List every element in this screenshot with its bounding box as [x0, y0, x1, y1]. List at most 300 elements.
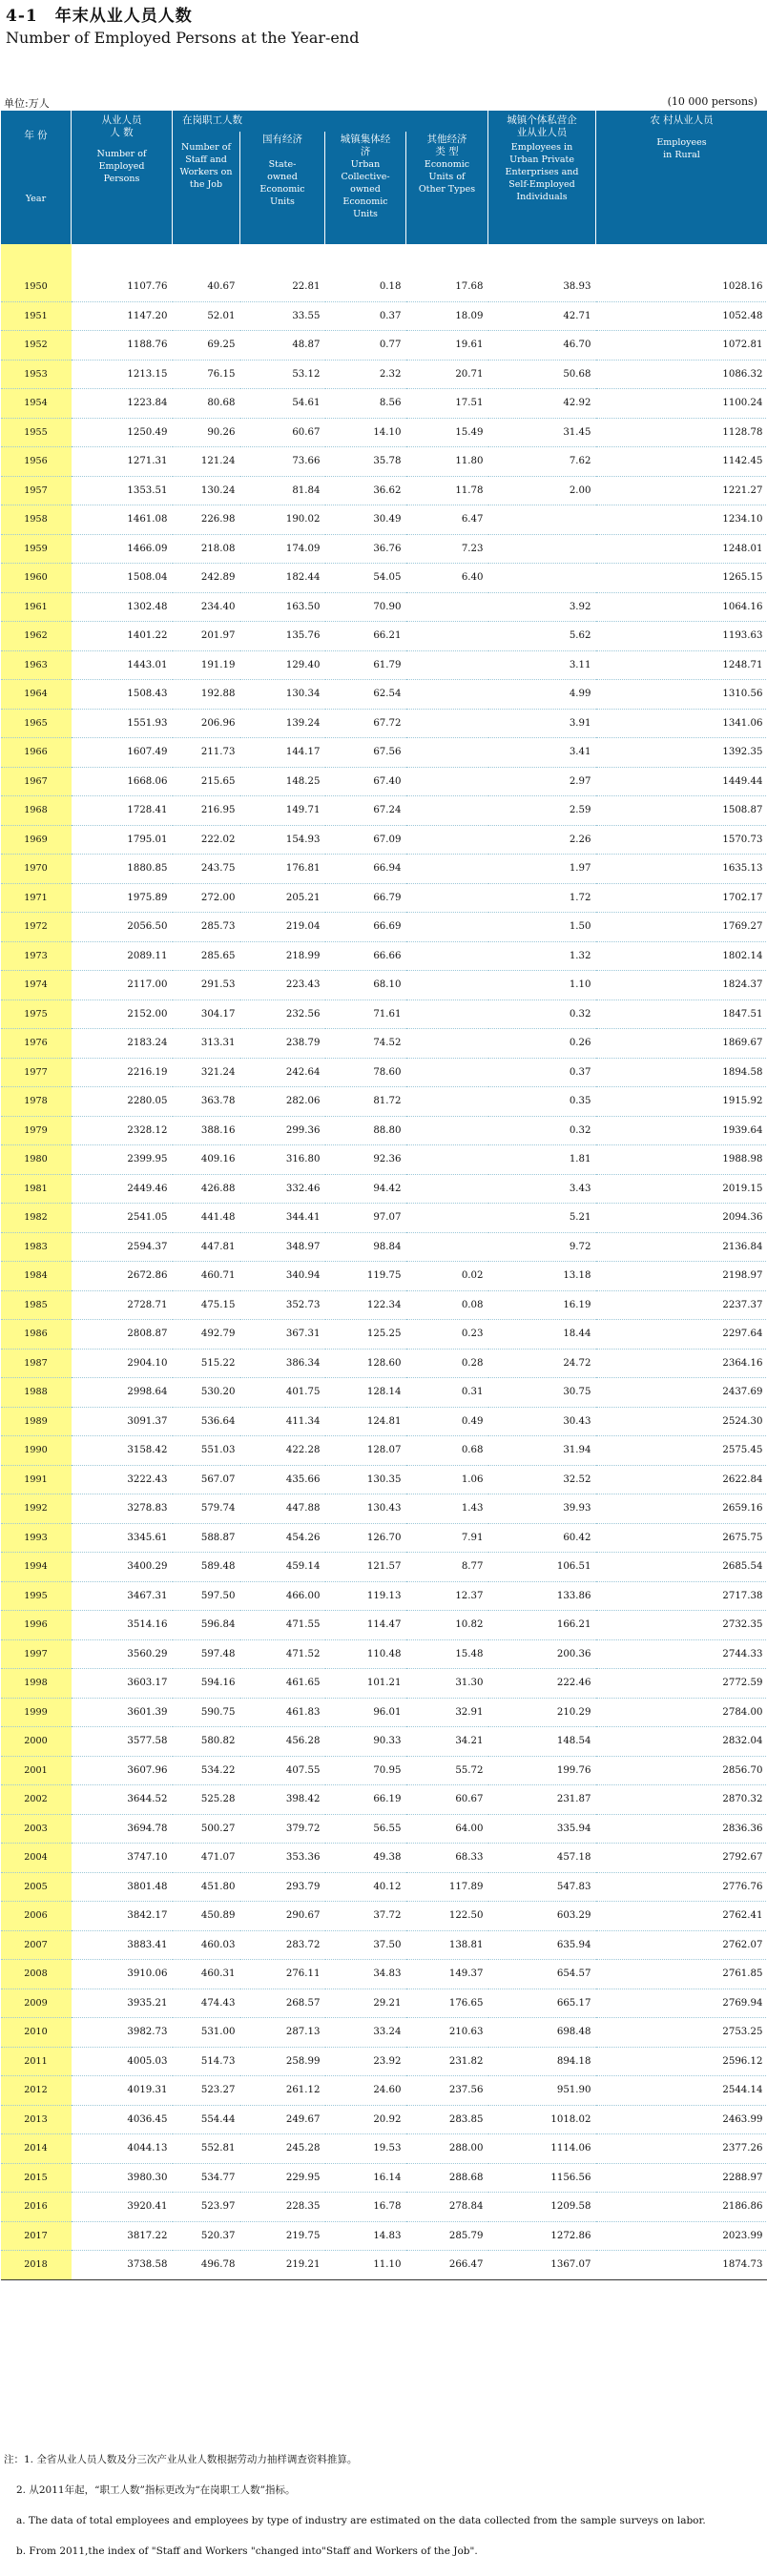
private-cell: 9.72 [488, 1232, 596, 1262]
private-cell [488, 534, 596, 564]
employed-cell: 3467.31 [72, 1581, 173, 1611]
other-cell: 266.47 [406, 2251, 488, 2280]
state-cell: 422.28 [240, 1436, 325, 1466]
rural-cell: 1449.44 [596, 767, 767, 796]
private-cell: 200.36 [488, 1639, 596, 1669]
collective-cell: 81.72 [325, 1087, 406, 1117]
year-cell: 1986 [1, 1320, 72, 1350]
state-cell: 129.40 [240, 650, 325, 680]
other-cell [406, 592, 488, 622]
table-row [1, 767, 767, 796]
other-cell: 210.63 [406, 2018, 488, 2048]
rural-cell: 2288.97 [596, 2163, 767, 2193]
collective-cell: 37.50 [325, 1930, 406, 1960]
employed-cell: 2216.19 [72, 1058, 173, 1087]
staff-cell: 536.64 [173, 1407, 240, 1436]
rural-cell: 1248.01 [596, 534, 767, 564]
employed-cell: 2541.05 [72, 1204, 173, 1233]
other-cell: 0.23 [406, 1320, 488, 1350]
table-row [1, 1465, 767, 1494]
employed-cell: 3738.58 [72, 2251, 173, 2280]
other-cell: 68.33 [406, 1844, 488, 1873]
year-cell: 1951 [1, 301, 72, 331]
year-cell: 1990 [1, 1436, 72, 1466]
year-cell: 1983 [1, 1232, 72, 1262]
table-row [1, 1698, 767, 1727]
table-row [1, 2134, 767, 2164]
state-cell: 352.73 [240, 1290, 325, 1320]
private-cell: 894.18 [488, 2047, 596, 2076]
staff-cell: 285.65 [173, 941, 240, 971]
rural-cell: 2836.36 [596, 1814, 767, 1844]
rural-cell: 2717.38 [596, 1581, 767, 1611]
table-row [1, 1553, 767, 1582]
employed-cell: 3278.83 [72, 1494, 173, 1524]
staff-cell: 552.81 [173, 2134, 240, 2164]
private-cell: 38.93 [488, 273, 596, 301]
other-cell: 0.28 [406, 1349, 488, 1378]
employed-cell: 3980.30 [72, 2163, 173, 2193]
state-cell: 276.11 [240, 1960, 325, 1989]
collective-cell: 70.90 [325, 592, 406, 622]
other-cell [406, 1029, 488, 1059]
table-row [1, 418, 767, 447]
other-cell [406, 883, 488, 913]
table-row [1, 1378, 767, 1408]
other-cell [406, 913, 488, 942]
collective-cell: 66.21 [325, 622, 406, 651]
rural-cell: 2685.54 [596, 1553, 767, 1582]
table-row [1, 1872, 767, 1902]
collective-cell: 66.94 [325, 855, 406, 884]
other-cell [406, 680, 488, 710]
table-row [1, 1930, 767, 1960]
employed-cell: 2672.86 [72, 1262, 173, 1291]
staff-cell: 450.89 [173, 1902, 240, 1931]
employed-cell: 1107.76 [72, 273, 173, 301]
state-cell: 148.25 [240, 767, 325, 796]
employed-cell: 3603.17 [72, 1669, 173, 1699]
employed-cell: 2998.64 [72, 1378, 173, 1408]
other-cell [406, 767, 488, 796]
year-cell: 1955 [1, 418, 72, 447]
staff-cell: 69.25 [173, 331, 240, 361]
table-row [1, 389, 767, 419]
staff-cell: 192.88 [173, 680, 240, 710]
private-cell: 1209.58 [488, 2193, 596, 2222]
staff-cell: 40.67 [173, 273, 240, 301]
table-row [1, 505, 767, 535]
rural-cell: 2762.07 [596, 1930, 767, 1960]
collective-cell: 40.12 [325, 1872, 406, 1902]
other-cell [406, 1087, 488, 1117]
year-cell: 2011 [1, 2047, 72, 2076]
collective-cell: 54.05 [325, 564, 406, 593]
table-row [1, 796, 767, 826]
rural-cell: 2019.15 [596, 1174, 767, 1204]
private-cell: 46.70 [488, 331, 596, 361]
year-cell: 2015 [1, 2163, 72, 2193]
collective-cell: 126.70 [325, 1523, 406, 1553]
state-cell: 174.09 [240, 534, 325, 564]
year-cell: 1989 [1, 1407, 72, 1436]
private-cell: 3.43 [488, 1174, 596, 1204]
table-row [1, 1174, 767, 1204]
other-cell: 149.37 [406, 1960, 488, 1989]
year-cell: 1981 [1, 1174, 72, 1204]
table-row [1, 331, 767, 361]
page-title-cn: 4-1 年末从业人员人数 [6, 2, 193, 26]
state-cell: 407.55 [240, 1756, 325, 1785]
private-cell: 2.59 [488, 796, 596, 826]
table-row [1, 564, 767, 593]
rural-cell: 1265.15 [596, 564, 767, 593]
rural-header: 农 村从业人员 Employees in Rural [596, 111, 767, 244]
rural-cell: 1869.67 [596, 1029, 767, 1059]
year-cell: 1988 [1, 1378, 72, 1408]
state-cell: 344.41 [240, 1204, 325, 1233]
collective-cell: 88.80 [325, 1116, 406, 1145]
state-cell: 218.99 [240, 941, 325, 971]
table-row [1, 1785, 767, 1815]
collective-cell: 29.21 [325, 1989, 406, 2018]
private-cell: 42.92 [488, 389, 596, 419]
rural-cell: 1847.51 [596, 999, 767, 1029]
collective-cell: 67.24 [325, 796, 406, 826]
rural-cell: 2544.14 [596, 2076, 767, 2106]
collective-cell: 125.25 [325, 1320, 406, 1350]
year-cell: 1993 [1, 1523, 72, 1553]
employment-table [0, 111, 767, 2280]
collective-cell: 67.40 [325, 767, 406, 796]
note-en-b: b. From 2011,the index of "Staff and Workers "changed into"Staff and Workers of the Job". [4, 2545, 706, 2558]
other-cell: 18.09 [406, 301, 488, 331]
collective-cell: 19.53 [325, 2134, 406, 2164]
private-cell: 16.19 [488, 1290, 596, 1320]
employed-cell: 4036.45 [72, 2105, 173, 2134]
table-row [1, 1756, 767, 1785]
state-cell: 459.14 [240, 1553, 325, 1582]
table-row [1, 2251, 767, 2280]
private-cell: 0.26 [488, 1029, 596, 1059]
collective-cell: 0.77 [325, 331, 406, 361]
year-cell: 1976 [1, 1029, 72, 1059]
staff-cell: 515.22 [173, 1349, 240, 1378]
employed-cell: 4005.03 [72, 2047, 173, 2076]
employed-cell: 2449.46 [72, 1174, 173, 1204]
state-cell: 33.55 [240, 301, 325, 331]
collective-cell: 92.36 [325, 1145, 406, 1175]
state-cell: 461.65 [240, 1669, 325, 1699]
state-cell: 249.67 [240, 2105, 325, 2134]
table-row [1, 2105, 767, 2134]
private-cell: 457.18 [488, 1844, 596, 1873]
staff-cell: 304.17 [173, 999, 240, 1029]
private-cell: 50.68 [488, 360, 596, 389]
year-cell: 2018 [1, 2251, 72, 2280]
year-cell: 1987 [1, 1349, 72, 1378]
employed-cell: 2056.50 [72, 913, 173, 942]
table-row [1, 1581, 767, 1611]
state-cell: 466.00 [240, 1581, 325, 1611]
table-row [1, 825, 767, 855]
state-cell: 60.67 [240, 418, 325, 447]
table-row [1, 2047, 767, 2076]
staff-cell: 447.81 [173, 1232, 240, 1262]
other-cell: 15.49 [406, 418, 488, 447]
staff-cell: 475.15 [173, 1290, 240, 1320]
rural-cell: 1142.45 [596, 447, 767, 477]
collective-cell: 74.52 [325, 1029, 406, 1059]
staff-cell: 216.95 [173, 796, 240, 826]
employed-cell: 2728.71 [72, 1290, 173, 1320]
collective-cell: 122.34 [325, 1290, 406, 1320]
employed-cell: 1466.09 [72, 534, 173, 564]
year-cell: 2002 [1, 1785, 72, 1815]
table-row [1, 855, 767, 884]
other-cell: 138.81 [406, 1930, 488, 1960]
employed-cell: 1302.48 [72, 592, 173, 622]
rural-cell: 2832.04 [596, 1727, 767, 1757]
state-cell: 219.75 [240, 2221, 325, 2251]
rural-cell: 2753.25 [596, 2018, 767, 2048]
private-cell: 30.75 [488, 1378, 596, 1408]
staff-cell: 272.00 [173, 883, 240, 913]
year-cell: 1970 [1, 855, 72, 884]
year-cell: 1962 [1, 622, 72, 651]
year-cell: 1960 [1, 564, 72, 593]
staff-cell: 551.03 [173, 1436, 240, 1466]
employed-cell: 3345.61 [72, 1523, 173, 1553]
state-cell: 54.61 [240, 389, 325, 419]
note-cn-2: 2. 从2011年起，“职工人数”指标更改为“在岗职工人数”指标。 [4, 2484, 706, 2497]
other-cell: 285.79 [406, 2221, 488, 2251]
employed-cell: 3091.37 [72, 1407, 173, 1436]
year-cell: 1977 [1, 1058, 72, 1087]
other-cell: 283.85 [406, 2105, 488, 2134]
other-cell: 7.91 [406, 1523, 488, 1553]
collective-cell: 0.18 [325, 273, 406, 301]
rural-cell: 2622.84 [596, 1465, 767, 1494]
collective-cell: 66.19 [325, 1785, 406, 1815]
staff-cell: 130.24 [173, 476, 240, 505]
employed-cell: 3935.21 [72, 1989, 173, 2018]
year-cell: 2012 [1, 2076, 72, 2106]
private-cell: 2.26 [488, 825, 596, 855]
other-cell: 1.43 [406, 1494, 488, 1524]
collective-cell: 33.24 [325, 2018, 406, 2048]
private-cell: 1272.86 [488, 2221, 596, 2251]
rural-cell: 2364.16 [596, 1349, 767, 1378]
year-cell: 1971 [1, 883, 72, 913]
staff-cell: 580.82 [173, 1727, 240, 1757]
state-cell: 223.43 [240, 971, 325, 1000]
employed-cell: 3801.48 [72, 1872, 173, 1902]
rural-cell: 1128.78 [596, 418, 767, 447]
staff-cell: 590.75 [173, 1698, 240, 1727]
rural-cell: 1824.37 [596, 971, 767, 1000]
rural-cell: 2186.86 [596, 2193, 767, 2222]
employed-cell: 1213.15 [72, 360, 173, 389]
staff-cell: 313.31 [173, 1029, 240, 1059]
staff-cell: 525.28 [173, 1785, 240, 1815]
staff-cell: 496.78 [173, 2251, 240, 2280]
year-cell: 1961 [1, 592, 72, 622]
private-cell: 31.45 [488, 418, 596, 447]
employed-header: 从业人员人 数 Number of Employed Persons [72, 111, 173, 244]
state-cell: 81.84 [240, 476, 325, 505]
year-cell: 2017 [1, 2221, 72, 2251]
state-cell: 135.76 [240, 622, 325, 651]
private-cell: 60.42 [488, 1523, 596, 1553]
year-cell: 1982 [1, 1204, 72, 1233]
table-row [1, 738, 767, 768]
state-cell: 316.80 [240, 1145, 325, 1175]
collective-cell: 14.10 [325, 418, 406, 447]
other-cell [406, 825, 488, 855]
year-cell: 1964 [1, 680, 72, 710]
collective-cell: 128.14 [325, 1378, 406, 1408]
table-row [1, 534, 767, 564]
rural-cell: 1874.73 [596, 2251, 767, 2280]
table-row [1, 1611, 767, 1640]
rural-cell: 1802.14 [596, 941, 767, 971]
year-cell: 1994 [1, 1553, 72, 1582]
rural-cell: 1100.24 [596, 389, 767, 419]
staff-cell: 222.02 [173, 825, 240, 855]
other-cell: 11.78 [406, 476, 488, 505]
private-cell [488, 564, 596, 593]
year-cell: 1991 [1, 1465, 72, 1494]
private-cell: 18.44 [488, 1320, 596, 1350]
employed-cell: 3607.96 [72, 1756, 173, 1785]
staff-cell: 523.27 [173, 2076, 240, 2106]
state-cell: 229.95 [240, 2163, 325, 2193]
staff-cell: 121.24 [173, 447, 240, 477]
private-cell: 1.32 [488, 941, 596, 971]
other-cell: 237.56 [406, 2076, 488, 2106]
collective-cell: 37.72 [325, 1902, 406, 1931]
employed-cell: 2089.11 [72, 941, 173, 971]
state-cell: 53.12 [240, 360, 325, 389]
staff-cell: 589.48 [173, 1553, 240, 1582]
rural-cell: 1248.71 [596, 650, 767, 680]
state-cell: 471.55 [240, 1611, 325, 1640]
other-cell: 117.89 [406, 1872, 488, 1902]
rural-cell: 2784.00 [596, 1698, 767, 1727]
rural-cell: 2575.45 [596, 1436, 767, 1466]
year-cell: 1963 [1, 650, 72, 680]
collective-cell: 67.56 [325, 738, 406, 768]
staff-cell: 554.44 [173, 2105, 240, 2134]
collective-cell: 67.72 [325, 709, 406, 738]
rural-cell: 1769.27 [596, 913, 767, 942]
state-cell: 283.72 [240, 1930, 325, 1960]
rural-cell: 2744.33 [596, 1639, 767, 1669]
year-cell: 1975 [1, 999, 72, 1029]
other-cell [406, 622, 488, 651]
staff-cell: 52.01 [173, 301, 240, 331]
other-cell: 64.00 [406, 1814, 488, 1844]
collective-cell: 101.21 [325, 1669, 406, 1699]
private-cell: 231.87 [488, 1785, 596, 1815]
year-cell: 1956 [1, 447, 72, 477]
year-cell: 1965 [1, 709, 72, 738]
note-cn-1: 注：1. 全省从业人员人数及分三次产业从业人数根据劳动力抽样调查资料推算。 [4, 2454, 706, 2466]
year-cell: 2004 [1, 1844, 72, 1873]
other-cell: 11.80 [406, 447, 488, 477]
private-cell: 0.32 [488, 999, 596, 1029]
rural-cell: 1234.10 [596, 505, 767, 535]
year-cell: 1995 [1, 1581, 72, 1611]
rural-cell: 1570.73 [596, 825, 767, 855]
year-cell: 2005 [1, 1872, 72, 1902]
employed-cell: 1508.43 [72, 680, 173, 710]
table-row [1, 1989, 767, 2018]
state-cell: 379.72 [240, 1814, 325, 1844]
private-cell: 222.46 [488, 1669, 596, 1699]
employed-cell: 2808.87 [72, 1320, 173, 1350]
collective-cell: 24.60 [325, 2076, 406, 2106]
table-row [1, 2076, 767, 2106]
private-cell: 5.21 [488, 1204, 596, 1233]
other-header: 其他经济类 型 Economic Units of Other Types [406, 132, 488, 244]
collective-cell: 78.60 [325, 1058, 406, 1087]
staff-cell: 500.27 [173, 1814, 240, 1844]
private-cell: 5.62 [488, 622, 596, 651]
staff-cell: 388.16 [173, 1116, 240, 1145]
staff-cell: 460.03 [173, 1930, 240, 1960]
other-cell: 278.84 [406, 2193, 488, 2222]
other-cell [406, 650, 488, 680]
collective-cell: 66.79 [325, 883, 406, 913]
collective-cell: 35.78 [325, 447, 406, 477]
year-cell: 2007 [1, 1930, 72, 1960]
private-cell: 1.81 [488, 1145, 596, 1175]
private-cell: 951.90 [488, 2076, 596, 2106]
collective-header: 城镇集体经 济 Urban Collective-owned Economic Units [325, 132, 406, 244]
footnotes [4, 2454, 706, 2576]
employed-cell: 2904.10 [72, 1349, 173, 1378]
table-row [1, 1669, 767, 1699]
rural-cell: 1341.06 [596, 709, 767, 738]
employed-cell: 3920.41 [72, 2193, 173, 2222]
table-row [1, 999, 767, 1029]
employed-cell: 3601.39 [72, 1698, 173, 1727]
employed-cell: 1443.01 [72, 650, 173, 680]
year-cell: 1998 [1, 1669, 72, 1699]
collective-cell: 128.60 [325, 1349, 406, 1378]
rural-cell: 2524.30 [596, 1407, 767, 1436]
state-cell: 73.66 [240, 447, 325, 477]
state-cell: 238.79 [240, 1029, 325, 1059]
staff-cell: 218.08 [173, 534, 240, 564]
state-cell: 268.57 [240, 1989, 325, 2018]
private-cell: 3.92 [488, 592, 596, 622]
private-cell: 31.94 [488, 1436, 596, 1466]
collective-cell: 16.78 [325, 2193, 406, 2222]
staff-cell: 206.96 [173, 709, 240, 738]
other-cell: 7.23 [406, 534, 488, 564]
table-row [1, 2018, 767, 2048]
staff-cell: 460.31 [173, 1960, 240, 1989]
table-row [1, 1029, 767, 1059]
state-cell: 348.97 [240, 1232, 325, 1262]
staff-cell: 285.73 [173, 913, 240, 942]
table-row [1, 1436, 767, 1466]
other-cell: 15.48 [406, 1639, 488, 1669]
staff-cell: 597.50 [173, 1581, 240, 1611]
